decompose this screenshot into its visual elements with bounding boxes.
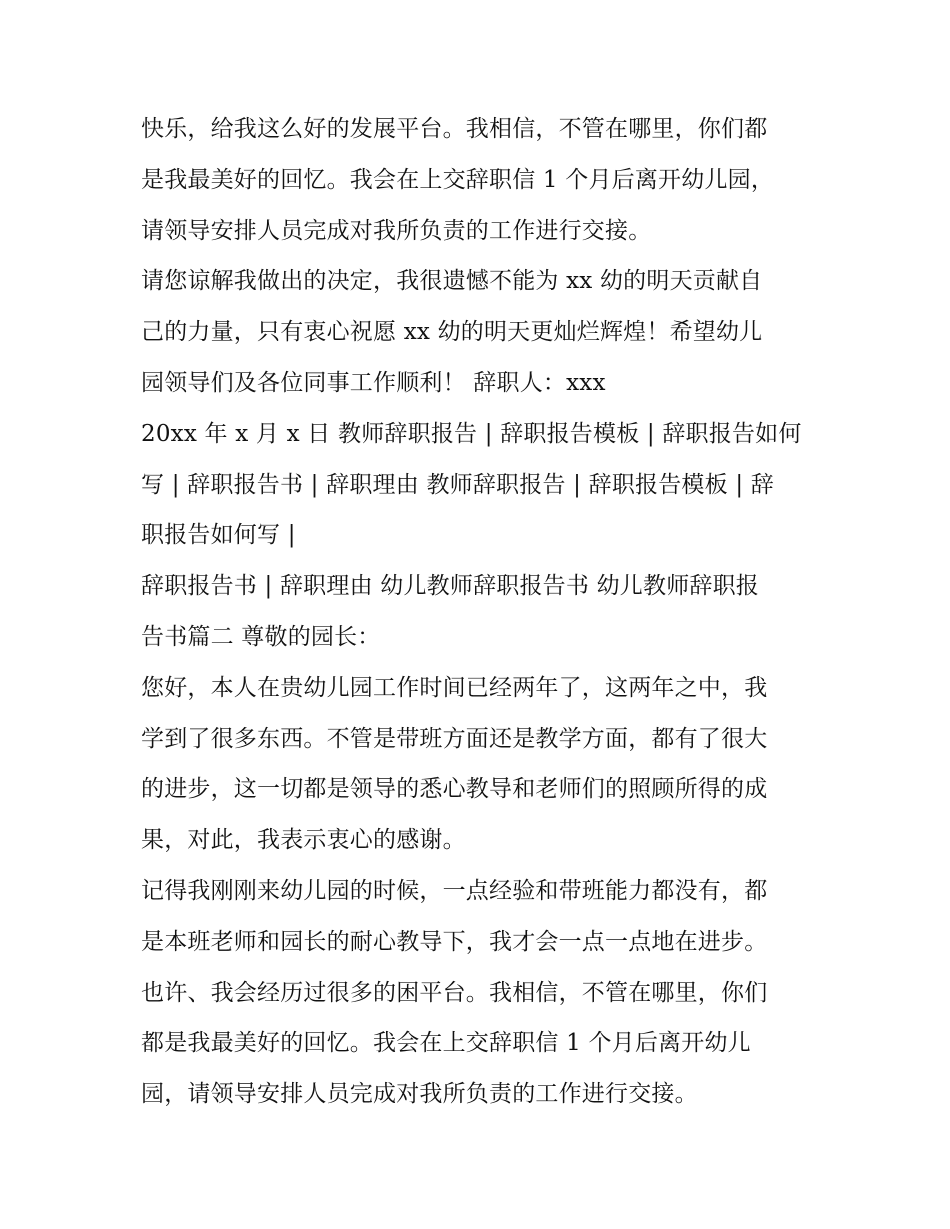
text-line-5: 己的力量，只有衷心祝愿 xx 幼的明天更灿烂辉煌！希望幼儿 [141, 319, 763, 346]
document-body [141, 104, 821, 1120]
text-line-6: 园领导们及各位同事工作顺利！ 辞职人：xxx [141, 369, 606, 396]
text-line-4: 请您谅解我做出的决定，我很遗憾不能为 xx 幼的明天贡献自 [141, 268, 763, 295]
text-line-7: 20xx 年 x 月 x 日 教师辞职报告 | 辞职报告模板 | 辞职报告如何 [141, 420, 802, 447]
text-line-10: 辞职报告书 | 辞职理由 幼儿教师辞职报告书 幼儿教师辞职报 [141, 573, 759, 600]
text-line-17: 是本班老师和园长的耐心教导下，我才会一点一点地在进步。 [141, 928, 768, 955]
text-line-1: 快乐，给我这么好的发展平台。我相信，不管在哪里，你们都 [141, 116, 768, 142]
text-line-3: 请领导安排人员完成对我所负责的工作进行交接。 [141, 217, 652, 244]
text-line-18: 也许、我会经历过很多的困平台。我相信，不管在哪里，你们 [141, 979, 768, 1006]
text-line-15: 果，对此，我表示衷心的感谢。 [141, 827, 466, 854]
text-line-13: 学到了很多东西。不管是带班方面还是教学方面，都有了很大 [141, 725, 768, 752]
text-line-2: 是我最美好的回忆。我会在上交辞职信 1 个月后离开幼儿园， [141, 166, 775, 193]
text-line-9: 职报告如何写 | [141, 522, 296, 549]
text-line-16: 记得我刚刚来幼儿园的时候，一点经验和带班能力都没有，都 [141, 877, 768, 904]
text-line-14: 的进步，这一切都是领导的悉心教导和老师们的照顾所得的成 [141, 776, 768, 803]
text-line-19: 都是我最美好的回忆。我会在上交辞职信 1 个月后离开幼儿 [141, 1030, 751, 1057]
text-line-12: 您好，本人在贵幼儿园工作时间已经两年了，这两年之中，我 [141, 674, 768, 701]
text-line-11: 告书篇二 尊敬的园长： [141, 623, 381, 650]
text-line-20: 园，请领导安排人员完成对我所负责的工作进行交接。 [141, 1081, 698, 1108]
text-line-8: 写 | 辞职报告书 | 辞职理由 教师辞职报告 | 辞职报告模板 | 辞 [141, 471, 774, 498]
